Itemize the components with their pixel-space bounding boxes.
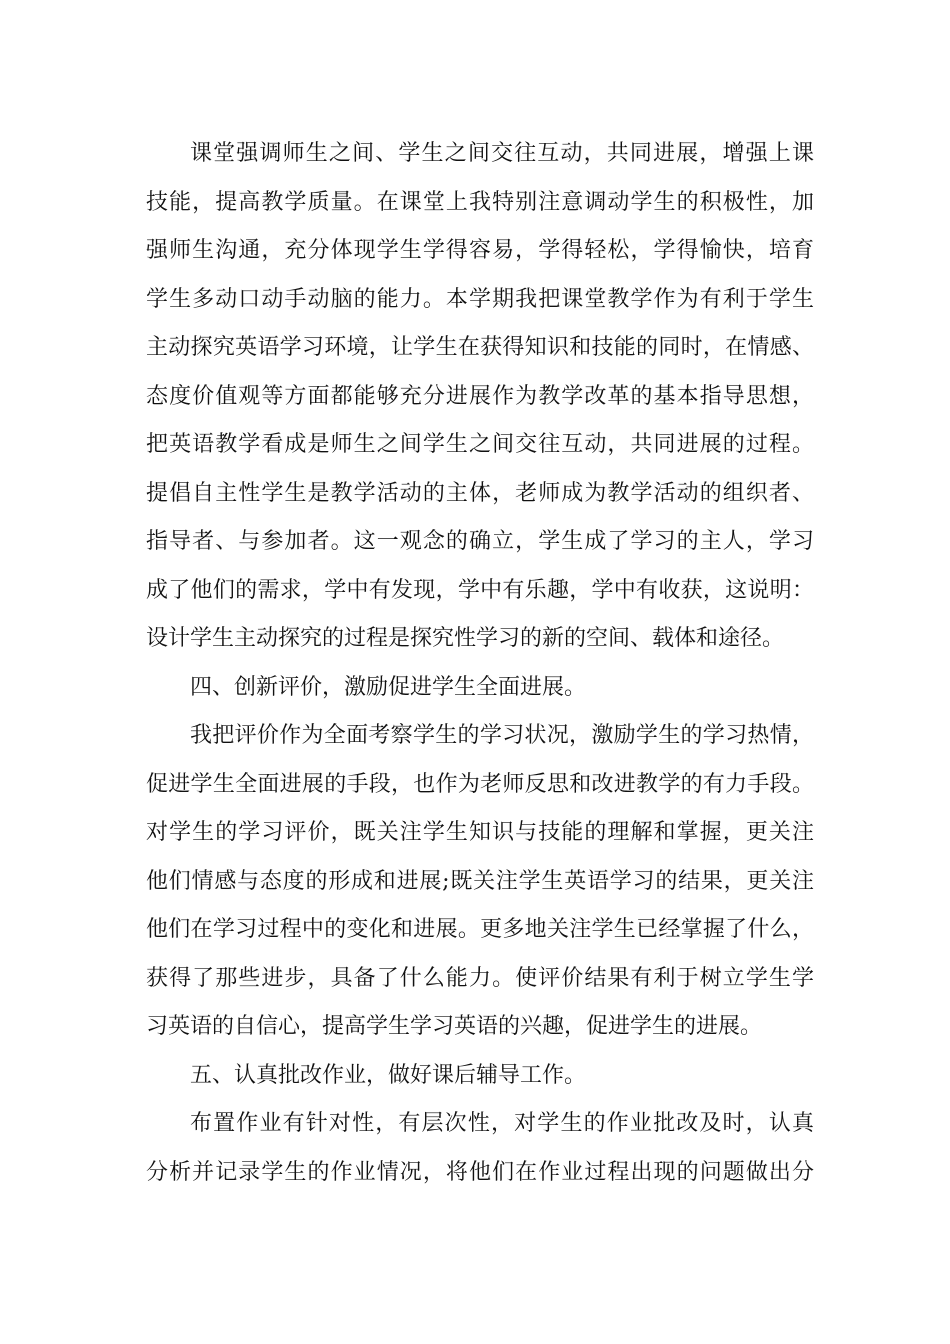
paragraph-line: 主动探究英语学习环境，让学生在获得知识和技能的同时，在情感、 (146, 335, 814, 360)
paragraph-line: 课堂强调师生之间、学生之间交往互动，共同进展，增强上课 (190, 141, 814, 166)
paragraph-line: 促进学生全面进展的手段，也作为老师反思和改进教学的有力手段。 (146, 771, 814, 797)
paragraph-line: 我把评价作为全面考察学生的学习状况，激励学生的学习热情， (190, 723, 814, 748)
paragraph-line: 习英语的自信心，提高学生学习英语的兴趣，促进学生的进展。 (146, 1014, 763, 1039)
section-heading: 四、创新评价，激励促进学生全面进展。 (190, 674, 587, 700)
paragraph-line: 获得了那些进步，具备了什么能力。使评价结果有利于树立学生学 (146, 965, 814, 991)
paragraph-line: 指导者、与参加者。这一观念的确立，学生成了学习的主人，学习 (146, 529, 814, 554)
paragraph-line: 技能，提高教学质量。在课堂上我特别注意调动学生的积极性，加 (146, 189, 814, 215)
paragraph-line: 他们在学习过程中的变化和进展。更多地关注学生已经掌握了什么， (146, 917, 814, 942)
paragraph-line: 布置作业有针对性，有层次性，对学生的作业批改及时，认真 (190, 1111, 814, 1136)
paragraph-line: 强师生沟通，充分体现学生学得容易，学得轻松，学得愉快，培育 (146, 238, 814, 263)
paragraph-line: 分析并记录学生的作业情况，将他们在作业过程出现的问题做出分 (146, 1159, 814, 1185)
paragraph-line: 学生多动口动手动脑的能力。本学期我把课堂教学作为有利于学生 (146, 286, 814, 312)
paragraph-line: 态度价值观等方面都能够充分进展作为教学改革的基本指导思想， (146, 383, 814, 409)
paragraph-line: 提倡自主性学生是教学活动的主体，老师成为教学活动的组织者、 (146, 480, 814, 506)
paragraph-line: 设计学生主动探究的过程是探究性学习的新的空间、载体和途径。 (146, 626, 785, 651)
paragraph-line: 把英语教学看成是师生之间学生之间交往互动，共同进展的过程。 (146, 432, 814, 457)
paragraph-line: 他们情感与态度的形成和进展;既关注学生英语学习的结果，更关注 (146, 868, 814, 894)
paragraph-line: 成了他们的需求，学中有发现，学中有乐趣，学中有收获，这说明： (146, 577, 814, 603)
paragraph-line: 对学生的学习评价，既关注学生知识与技能的理解和掌握，更关注 (146, 820, 814, 845)
section-heading: 五、认真批改作业，做好课后辅导工作。 (190, 1062, 587, 1088)
document-body (146, 130, 814, 1197)
